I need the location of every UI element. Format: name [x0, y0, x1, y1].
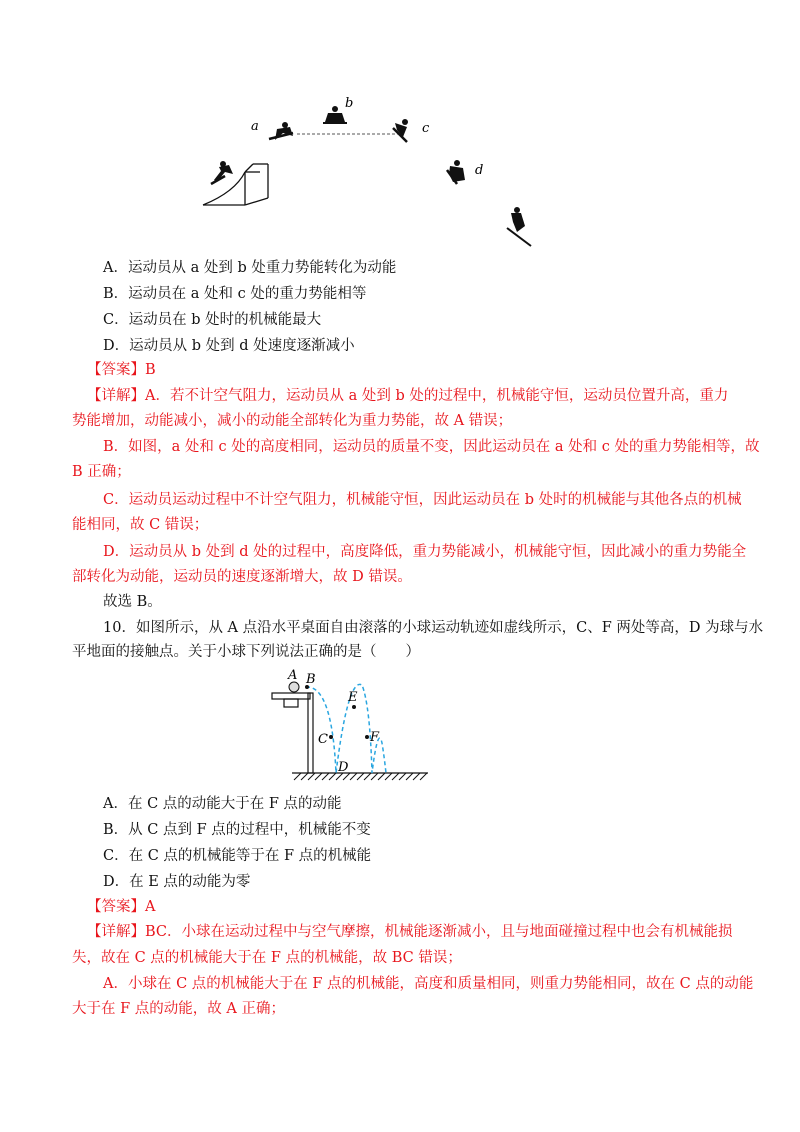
q9-option-b: B．运动员在 a 处和 c 处的重力势能相等 — [103, 286, 367, 302]
q10-stem-1: 10．如图所示，从 A 点沿水平桌面自由滚落的小球运动轨迹如虚线所示，C、F 两处等高，D 为球与水 — [103, 620, 764, 636]
q9-explain-4: B 正确； — [72, 464, 131, 480]
table-top — [272, 693, 310, 699]
q9-explain-7: D．运动员从 b 处到 d 处的过程中，高度降低，重力势能减小，机械能守恒，因此减小的重力势能全 — [103, 544, 747, 560]
label-A: A — [288, 668, 298, 683]
label-a: a — [251, 119, 259, 134]
ball — [289, 682, 299, 692]
point-e — [352, 705, 356, 709]
q9-conclusion: 故选 B。 — [103, 594, 162, 610]
label-c: c — [422, 121, 430, 136]
q9-answer: 【答案】B — [87, 362, 156, 378]
label-b: b — [345, 96, 354, 111]
snowboard-figure — [195, 92, 545, 252]
q9-explain-6: 能相同，故 C 错误； — [72, 517, 209, 533]
point-f — [365, 735, 369, 739]
q10-explain-2: 失，故在 C 点的机械能大于在 F 点的机械能，故 BC 错误； — [72, 950, 462, 966]
q9-explain-8: 部转化为动能，运动员的速度逐渐增大，故 D 错误。 — [72, 569, 412, 585]
label-B: B — [306, 672, 316, 687]
q10-option-d: D．在 E 点的动能为零 — [103, 874, 251, 890]
q10-option-a: A．在 C 点的动能大于在 F 点的动能 — [103, 796, 342, 812]
q10-explain-3: A．小球在 C 点的机械能大于在 F 点的机械能，高度和质量相同，则重力势能相同，故在 C 点的动能 — [103, 976, 754, 992]
q10-explain-4: 大于在 F 点的动能，故 A 正确； — [72, 1001, 285, 1017]
q9-explain-5: C．运动员运动过程中不计空气阻力，机械能守恒，因此运动员在 b 处时的机械能与其他各点的机械 — [103, 492, 742, 508]
q9-explain-1: 【详解】A．若不计空气阻力，运动员从 a 处到 b 处的过程中，机械能守恒，运动员位置升高，重力 — [87, 388, 729, 404]
snowboarder-a-icon — [269, 122, 293, 140]
snowboarder-c-icon — [393, 119, 408, 142]
label-C: C — [318, 732, 328, 747]
snowboarder-b-icon — [323, 106, 347, 123]
label-D: D — [338, 760, 349, 775]
snowboarder-d-icon — [447, 160, 465, 184]
snowboarder-start-icon — [211, 161, 233, 184]
ground-hatching — [294, 773, 427, 780]
q9-explain-2: 势能增加，动能减小，减小的动能全部转化为重力势能，故 A 错误； — [72, 413, 513, 429]
label-E: E — [348, 690, 358, 705]
table-leg — [308, 693, 313, 773]
point-c — [329, 735, 333, 739]
table-support — [284, 699, 298, 707]
label-d: d — [475, 163, 484, 178]
q9-explain-3: B．如图，a 处和 c 处的高度相同，运动员的质量不变，因此运动员在 a 处和 c 处的重力势能相等，故 — [103, 439, 760, 455]
snowboarder-end-icon — [507, 207, 531, 246]
q10-option-b: B．从 C 点到 F 点的过程中，机械能不变 — [103, 822, 371, 838]
q9-option-d: D．运动员从 b 处到 d 处速度逐渐减小 — [103, 338, 355, 354]
ramp-block — [203, 164, 268, 205]
q10-stem-2: 平地面的接触点。关于小球下列说法正确的是（ ） — [72, 644, 420, 660]
q10-answer: 【答案】A — [87, 899, 156, 915]
q10-explain-1: 【详解】BC．小球在运动过程中与空气摩擦，机械能逐渐减小，且与地面碰撞过程中也会有机械能损 — [87, 924, 733, 940]
q9-option-a: A．运动员从 a 处到 b 处重力势能转化为动能 — [103, 260, 397, 276]
q9-option-c: C．运动员在 b 处时的机械能最大 — [103, 312, 322, 328]
label-F: F — [370, 730, 380, 745]
q10-option-c: C．在 C 点的机械能等于在 F 点的机械能 — [103, 848, 372, 864]
ball-trajectory-figure — [270, 665, 430, 785]
